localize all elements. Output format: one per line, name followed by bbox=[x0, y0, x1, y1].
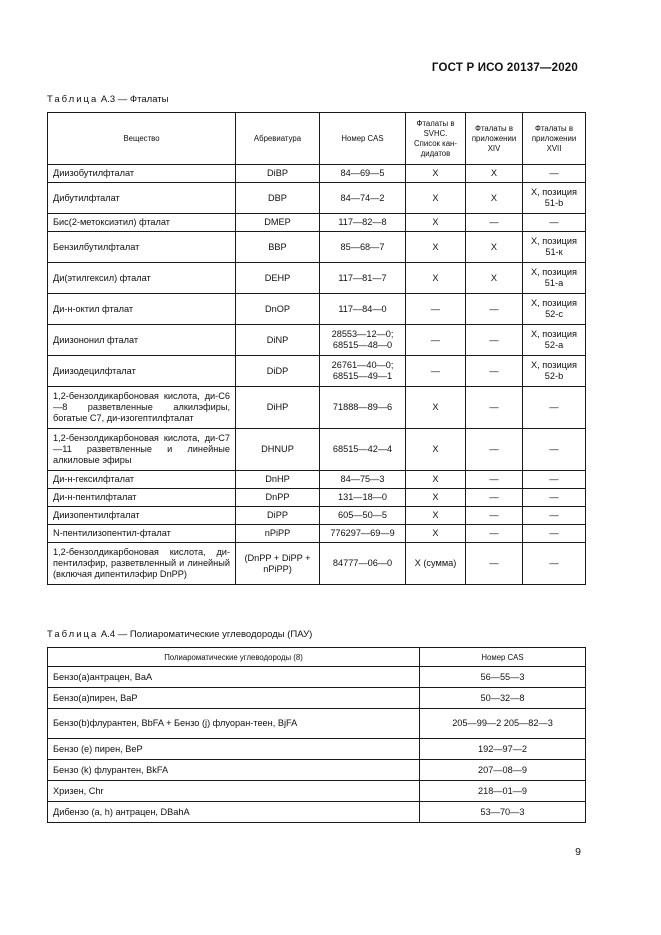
cell-svhc: — bbox=[406, 294, 466, 325]
table-row bbox=[48, 356, 586, 387]
cell-abbreviation: DMEP bbox=[236, 214, 320, 232]
cell-svhc: X bbox=[406, 525, 466, 543]
cell-cas: 85—68—7 bbox=[320, 232, 406, 263]
table-row bbox=[48, 263, 586, 294]
cell-abbreviation: DEHP bbox=[236, 263, 320, 294]
col-header-pah: Полиароматические углеводороды (8) bbox=[48, 648, 420, 667]
col-header-substance: Вещество bbox=[48, 113, 236, 165]
cell-svhc: — bbox=[406, 325, 466, 356]
cell-annex17: — bbox=[523, 471, 586, 489]
cell-cas: 205—99—2 205—82—3 bbox=[420, 709, 586, 739]
table-row bbox=[48, 525, 586, 543]
cell-pah-name: Дибензо (а, h) антрацен, DBahA bbox=[48, 802, 420, 823]
cell-substance: 1,2-бензолдикарбоновая кислота, ди-С7—11 разветвленные и линейные алкиловые эфиры bbox=[48, 429, 236, 471]
cell-cas: 218—01—9 bbox=[420, 781, 586, 802]
cell-cas: 776297—69—9 bbox=[320, 525, 406, 543]
cell-annex17: X, позиция 51-к bbox=[523, 232, 586, 263]
cell-annex14: X bbox=[466, 263, 523, 294]
cell-cas: 28553—12—0; 68515—48—0 bbox=[320, 325, 406, 356]
col-header-abbreviation: Абревиатура bbox=[236, 113, 320, 165]
cell-abbreviation: nPiPP bbox=[236, 525, 320, 543]
cell-annex17: — bbox=[523, 387, 586, 429]
cell-svhc: X bbox=[406, 183, 466, 214]
cell-abbreviation: DiDP bbox=[236, 356, 320, 387]
cell-abbreviation: DBP bbox=[236, 183, 320, 214]
cell-annex14: — bbox=[466, 471, 523, 489]
table-row bbox=[48, 802, 586, 823]
phthalates-table bbox=[47, 112, 586, 585]
col-header-annex14: Фталаты в приложении XIV bbox=[466, 113, 523, 165]
cell-annex14: X bbox=[466, 165, 523, 183]
cell-cas: 84—75—3 bbox=[320, 471, 406, 489]
cell-annex14: X bbox=[466, 232, 523, 263]
cell-annex14: — bbox=[466, 325, 523, 356]
cell-annex14: X bbox=[466, 183, 523, 214]
cell-cas: 84777—06—0 bbox=[320, 543, 406, 585]
cell-cas: 68515—42—4 bbox=[320, 429, 406, 471]
cell-svhc: X bbox=[406, 387, 466, 429]
cell-svhc: X bbox=[406, 429, 466, 471]
table-row bbox=[48, 387, 586, 429]
cell-annex17: — bbox=[523, 489, 586, 507]
cell-cas: 117—84—0 bbox=[320, 294, 406, 325]
cell-substance: Ди-н-пентилфталат bbox=[48, 489, 236, 507]
cell-annex17: X, позиция 52-с bbox=[523, 294, 586, 325]
table-row bbox=[48, 165, 586, 183]
table-a4-caption-label: Таблица bbox=[47, 629, 99, 640]
table-a4-caption-title: А.4 — Полиароматические углеводороды (ПАУ) bbox=[100, 629, 313, 640]
cell-substance: Диизононил фталат bbox=[48, 325, 236, 356]
cell-annex17: — bbox=[523, 429, 586, 471]
cell-svhc: X bbox=[406, 214, 466, 232]
table-row bbox=[48, 429, 586, 471]
col-header-cas: Номер CAS bbox=[420, 648, 586, 667]
table-row bbox=[48, 214, 586, 232]
table-row bbox=[48, 294, 586, 325]
cell-pah-name: Бензо(b)флурантен, BbFA + Бензо (j) флуоран-теен, BjFA bbox=[48, 709, 420, 739]
table-row bbox=[48, 507, 586, 525]
cell-cas: 71888—89—6 bbox=[320, 387, 406, 429]
cell-abbreviation: DiBP bbox=[236, 165, 320, 183]
cell-annex14: — bbox=[466, 294, 523, 325]
cell-cas: 192—97—2 bbox=[420, 739, 586, 760]
cell-cas: 131—18—0 bbox=[320, 489, 406, 507]
cell-abbreviation: DnHP bbox=[236, 471, 320, 489]
cell-svhc: X bbox=[406, 471, 466, 489]
cell-annex14: — bbox=[466, 387, 523, 429]
cell-cas: 84—74—2 bbox=[320, 183, 406, 214]
cell-annex17: — bbox=[523, 525, 586, 543]
cell-annex14: — bbox=[466, 429, 523, 471]
cell-substance: Ди-н-октил фталат bbox=[48, 294, 236, 325]
cell-abbreviation: BBP bbox=[236, 232, 320, 263]
cell-cas: 26761—40—0; 68515—49—1 bbox=[320, 356, 406, 387]
cell-pah-name: Бензо (k) флурантен, BkFA bbox=[48, 760, 420, 781]
table-row bbox=[48, 325, 586, 356]
cell-abbreviation: DiNP bbox=[236, 325, 320, 356]
table-row bbox=[48, 471, 586, 489]
cell-substance: Бис(2-метоксиэтил) фталат bbox=[48, 214, 236, 232]
table-row bbox=[48, 489, 586, 507]
cell-substance: Диизопентилфталат bbox=[48, 507, 236, 525]
cell-pah-name: Бензо(а)антрацен, ВаА bbox=[48, 667, 420, 688]
cell-pah-name: Бензо (е) пирен, ВеР bbox=[48, 739, 420, 760]
cell-substance: 1,2-бензолдикарбоновая кислота, ди-С6—8 разветвленные алкилэфиры, богатые С7, ди-изогептилфталат bbox=[48, 387, 236, 429]
cell-substance: N-пентилизопентил-фталат bbox=[48, 525, 236, 543]
cell-substance: Диизодецилфталат bbox=[48, 356, 236, 387]
cell-annex17: X, позиция 51-а bbox=[523, 263, 586, 294]
cell-abbreviation: DnOP bbox=[236, 294, 320, 325]
page-number: 9 bbox=[575, 846, 581, 858]
cell-annex17: — bbox=[523, 214, 586, 232]
col-header-svhc: Фталаты в SVHC. Список кандидатов bbox=[406, 113, 466, 165]
pah-table bbox=[47, 647, 586, 823]
cell-substance: Дибутилфталат bbox=[48, 183, 236, 214]
cell-svhc: X bbox=[406, 489, 466, 507]
table-row bbox=[48, 781, 586, 802]
cell-svhc: X bbox=[406, 232, 466, 263]
table-a3-caption bbox=[47, 94, 168, 105]
table-a4-caption bbox=[47, 629, 312, 640]
cell-cas: 84—69—5 bbox=[320, 165, 406, 183]
table-row bbox=[48, 232, 586, 263]
cell-abbreviation: DHNUP bbox=[236, 429, 320, 471]
cell-substance: Ди(этилгексил) фталат bbox=[48, 263, 236, 294]
cell-annex17: — bbox=[523, 543, 586, 585]
document-code: ГОСТ Р ИСО 20137—2020 bbox=[431, 62, 578, 74]
cell-abbreviation: DnPP bbox=[236, 489, 320, 507]
cell-abbreviation: (DnPP + DiPP + nPiPP) bbox=[236, 543, 320, 585]
cell-svhc: X bbox=[406, 263, 466, 294]
cell-abbreviation: DiPP bbox=[236, 507, 320, 525]
cell-cas: 117—82—8 bbox=[320, 214, 406, 232]
cell-svhc: X (сумма) bbox=[406, 543, 466, 585]
table-header-row bbox=[48, 648, 586, 667]
table-row bbox=[48, 667, 586, 688]
table-a3-caption-title: А.3 — Фталаты bbox=[100, 94, 169, 105]
cell-cas: 56—55—3 bbox=[420, 667, 586, 688]
cell-cas: 207—08—9 bbox=[420, 760, 586, 781]
cell-svhc: — bbox=[406, 356, 466, 387]
cell-cas: 53—70—3 bbox=[420, 802, 586, 823]
table-row bbox=[48, 543, 586, 585]
cell-svhc: X bbox=[406, 507, 466, 525]
table-row bbox=[48, 183, 586, 214]
col-header-cas: Номер CAS bbox=[320, 113, 406, 165]
cell-substance: Бензилбутилфталат bbox=[48, 232, 236, 263]
cell-annex17: — bbox=[523, 165, 586, 183]
cell-pah-name: Бензо(а)пирен, BaP bbox=[48, 688, 420, 709]
cell-svhc: X bbox=[406, 165, 466, 183]
cell-cas: 50—32—8 bbox=[420, 688, 586, 709]
cell-abbreviation: DiHP bbox=[236, 387, 320, 429]
cell-cas: 117—81—7 bbox=[320, 263, 406, 294]
cell-annex14: — bbox=[466, 507, 523, 525]
cell-annex14: — bbox=[466, 489, 523, 507]
cell-cas: 605—50—5 bbox=[320, 507, 406, 525]
table-row bbox=[48, 688, 586, 709]
cell-annex17: X, позиция 52-а bbox=[523, 325, 586, 356]
cell-annex14: — bbox=[466, 356, 523, 387]
table-row bbox=[48, 739, 586, 760]
cell-substance: 1,2-бензолдикарбоновая кислота, дипентилэфир, разветвленный и линейный (включая дипентилэфир DnPP) bbox=[48, 543, 236, 585]
cell-substance: Ди-н-гексилфталат bbox=[48, 471, 236, 489]
cell-annex14: — bbox=[466, 543, 523, 585]
table-row bbox=[48, 760, 586, 781]
table-a3-caption-label: Таблица bbox=[47, 94, 99, 105]
cell-annex14: — bbox=[466, 525, 523, 543]
cell-annex14: — bbox=[466, 214, 523, 232]
cell-annex17: X, позиция 51-b bbox=[523, 183, 586, 214]
cell-annex17: X, позиция 52-b bbox=[523, 356, 586, 387]
table-row bbox=[48, 709, 586, 739]
col-header-annex17: Фталаты в приложении XVII bbox=[523, 113, 586, 165]
cell-substance: Диизобутилфталат bbox=[48, 165, 236, 183]
cell-annex17: — bbox=[523, 507, 586, 525]
table-header-row bbox=[48, 113, 586, 165]
cell-pah-name: Хризен, Chr bbox=[48, 781, 420, 802]
